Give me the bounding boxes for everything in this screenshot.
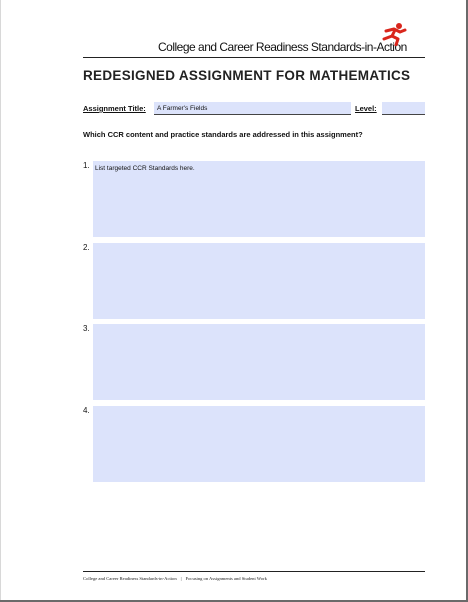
page-border-left xyxy=(0,0,1,602)
standard-number-3: 3. xyxy=(83,324,90,333)
standard-number-4: 4. xyxy=(83,406,90,415)
header-rule xyxy=(83,57,425,58)
assignment-title-label: Assignment Title: xyxy=(83,104,146,113)
standards-question: Which CCR content and practice standards are addressed in this assignment? xyxy=(83,130,363,139)
running-figure-icon xyxy=(380,22,408,46)
standard-field-4[interactable] xyxy=(93,406,425,482)
footer-left-text: College and Career Readiness Standards-in-Action xyxy=(83,576,177,581)
level-field[interactable] xyxy=(382,102,425,115)
brand-title: College and Career Readiness Standards-in-Action xyxy=(158,40,407,54)
standard-number-2: 2. xyxy=(83,243,90,252)
assignment-row xyxy=(83,102,425,116)
footer-separator: | xyxy=(180,576,182,581)
standard-field-2[interactable] xyxy=(93,243,425,319)
level-label: Level: xyxy=(355,104,377,113)
standard-field-1[interactable]: List targeted CCR Standards here. xyxy=(93,161,425,237)
assignment-title-field[interactable]: A Farmer's Fields xyxy=(154,102,351,115)
footer-right-text: Focusing on Assignments and Student Work xyxy=(185,576,267,581)
page-footer xyxy=(83,576,267,581)
page-title: REDESIGNED ASSIGNMENT FOR MATHEMATICS xyxy=(83,68,411,83)
footer-rule xyxy=(83,571,425,572)
standard-number-1: 1. xyxy=(83,161,90,170)
standard-field-3[interactable] xyxy=(93,324,425,400)
